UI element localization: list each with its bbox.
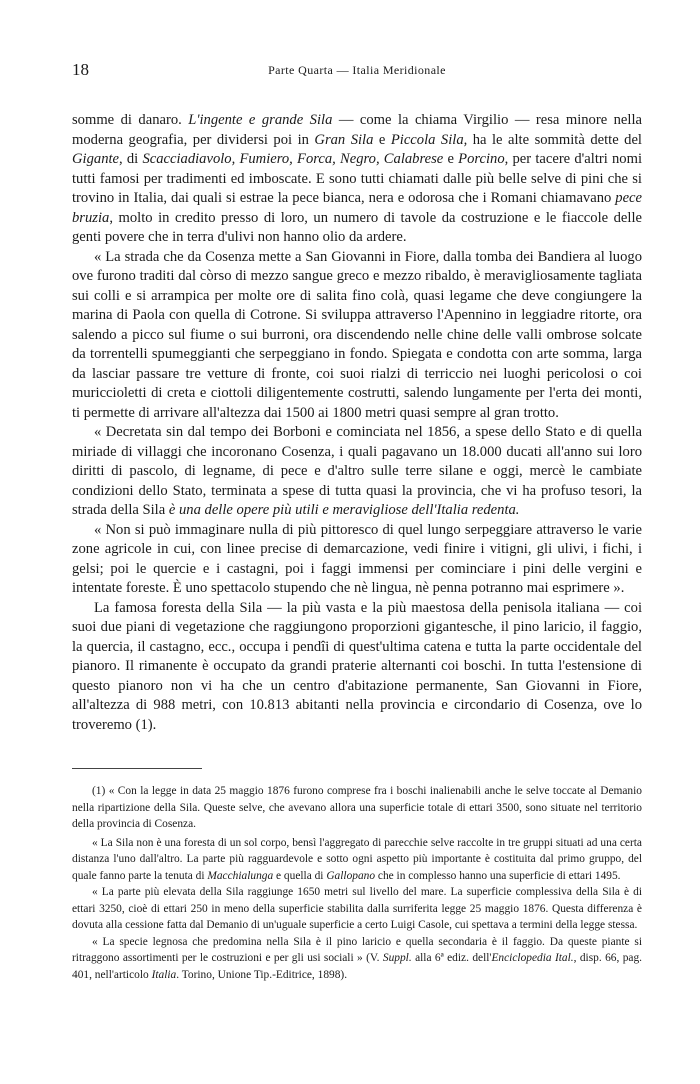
text-run: La famosa foresta della Sila — la più vasta e la più maestosa della penisola italiana — coi suoi due piani di vegetazione che raggiungono proporzioni gigantesche, il pino laricio, il faggio, la quercia, il castagno, ecc., occupa i pendîi di quest'ultima catena e tutta la parte occidentale del pianoro. Il rimanente è occupato da grandi praterie alternanti coi boschi. In tutta l'estensione di questo pianoro non vi ha che un centro d'abitazione permanente, San Giovanni in Fiore, all'altezza di 988 metri, con 10.813 abitanti nella provincia e circondario di Cosenza, ove lo troveremo (1). xyxy=(72,599,642,733)
italic-text: Gallopano xyxy=(326,869,376,882)
italic-text: Scacciadiavolo, Fumiero, Forca, Negro, Calabrese xyxy=(142,151,444,167)
italic-text: pece bruzia xyxy=(72,190,642,226)
footnote xyxy=(72,783,642,833)
italic-text: Macchialunga xyxy=(207,869,274,882)
italic-text: Piccola Sila, xyxy=(390,131,468,148)
paragraph xyxy=(72,423,642,521)
text-run: , di xyxy=(119,151,143,167)
text-run: , per tacere d'altri nomi tutti famosi per tradimenti ed imboscate. E sono tutti chiamati dalle più belle selve di pini che si trovino in Italia, dai quali si estrae la pece bianca, nera e odorosa che i Romani chiamavano xyxy=(72,151,642,206)
italic-text: è una delle opere più utili e meravigliose dell'Italia redenta. xyxy=(168,502,520,518)
text-run: , disp. 66, pag. 401, nell'articolo xyxy=(72,952,643,981)
text-run: alla 6ª ediz. dell' xyxy=(411,952,492,964)
running-head: Parte Quarta — Italia Meridionale xyxy=(268,63,446,77)
text-run: . Torino, Unione Tip.-Editrice, 1898). xyxy=(176,968,348,981)
footnote xyxy=(72,835,642,885)
italic-text: Porcino xyxy=(458,151,505,167)
text-run: « La strada che da Cosenza mette a San Giovanni in Fiore, dalla tomba dei Bandiera al luogo ove furono traditi dal còrso di mezzo sangue greco e mezzo ribaldo, è meravigliosamente tagliata sui colli e si arrampica per molte ore di salita fino colà, quasi legame che deve congiungere la marina di Paola con quella di Cotrone. Si sviluppa attraverso l'Apennino in leggiadre ritorte, ora salendo a picco sul fiume o sui burroni, ora discendendo nelle chine delle valli ombrose solcate da torrentelli spumeggianti che serpeggiano in fondo. Spiegata e condotta con arte somma, larga da lasciar passare tre vetture di fronte, coi suoi rialzi di terriccio nei luoghi pericolosi o coi muriccioletti di creta e ciottoli diligentemente costrutti, salendo lungamente per l'erta dei monti, ti permette di arrivare all'altezza dai 1500 ai 1800 metri quasi sempre al gran trotto. xyxy=(72,248,642,421)
text-run: (1) « Con la legge in data 25 maggio 1876 furono comprese fra i boschi inalienabili anche le selve toccate al Demanio nella ripartizione della Sila. Queste selve, che avevano allora una superficie totale di ettari 3500, sono situate nel territorio della provincia di Cosenza. xyxy=(72,785,642,830)
footnote xyxy=(72,934,642,984)
text-run: e xyxy=(373,131,391,148)
paragraph xyxy=(72,248,642,424)
italic-text: Italia xyxy=(151,968,177,981)
italic-text: Suppl. xyxy=(382,952,412,964)
text-run: « La Sila non è una foresta di un sol corpo, bensì l'aggregato di parecchie selve raccolte in tre gruppi situati ad una certa distanza l'uno dall'altro. La parte più ragguardevole e sotto ogni aspetto più importante è costituita dal primo gruppo, del quale fanno parte la tenuta di xyxy=(72,836,642,882)
page-header xyxy=(72,60,642,86)
text-run: « Decretata sin dal tempo dei Borboni e cominciata nel 1856, a spese dello Stato e di quella miriade di villaggi che incoronano Cosenza, i quali pagavano un 18.000 ducati all'anno sui loro diritti di pascolo, di legname, di pece e d'altro sulle terre silane e oggi, mercè le cambiate condizioni dello Stato, terminata a spese di tutta quasi la provincia, che vi ha profuso tesori, la strada della Sila xyxy=(72,424,642,518)
text-run: e quella di xyxy=(273,869,327,882)
page-number: 18 xyxy=(72,60,89,79)
italic-text: Gigante xyxy=(72,151,120,167)
text-run: « Non si può immaginare nulla di più pittoresco di quel lungo serpeggiare attraverso le varie zone agricole in cui, con linee precise di demarcazione, vedi finire i vitigni, gli ulivi, i fichi, i gelsi; poi le quercie e i castagni, poi i faggi immensi per cominciare i pini delle vergini e intentate foreste. È uno spettacolo stupendo che nè lingua, nè penna potranno mai esprimere ». xyxy=(72,521,642,596)
text-run: « La parte più elevata della Sila raggiunge 1650 metri sul livello del mare. La superficie complessiva della Sila è di ettari 3250, cioè di ettari 250 in meno della superficie stabilita dalla surriferita legge 25 maggio 1876. Questa differenza è dovuta alla cessione fatta dal Demanio di un'uguale superficie a certo Luigi Casole, cui spettava a termini della legge stessa. xyxy=(72,886,642,931)
text-run: , molto in credito presso di loro, un numero di tavole da costruzione e le fiaccole delle genti povere che in terra d'ulivi non hanno olio da ardere. xyxy=(72,209,642,245)
text-run: e xyxy=(443,151,459,167)
italic-text: L'ingente e grande Sila xyxy=(188,112,333,128)
paragraph xyxy=(72,521,642,599)
text-run: « La specie legnosa che predomina nella Sila è il pino laricio e quella secondaria è il faggio. Da queste piante si ritraggono assortimenti per le costruzioni e per gli usi sociali » (V. xyxy=(72,935,642,964)
footnote-rule xyxy=(72,768,202,769)
paragraph xyxy=(72,599,642,736)
italic-text: Enciclopedia Ital. xyxy=(491,952,574,964)
italic-text: Gran Sila xyxy=(314,131,374,148)
text-run: ha le alte sommità dette del xyxy=(467,131,642,148)
text-run: che in complesso hanno una superficie di ettari 1495. xyxy=(375,869,621,882)
footnotes xyxy=(72,783,642,983)
paragraph xyxy=(72,111,642,248)
footnote xyxy=(72,884,642,934)
text-run: somme di danaro. xyxy=(72,112,189,128)
text-run: — come la chiama Virgilio — resa minore nella moderna geografia, per dividersi poi in xyxy=(72,112,642,148)
main-text xyxy=(72,111,642,735)
